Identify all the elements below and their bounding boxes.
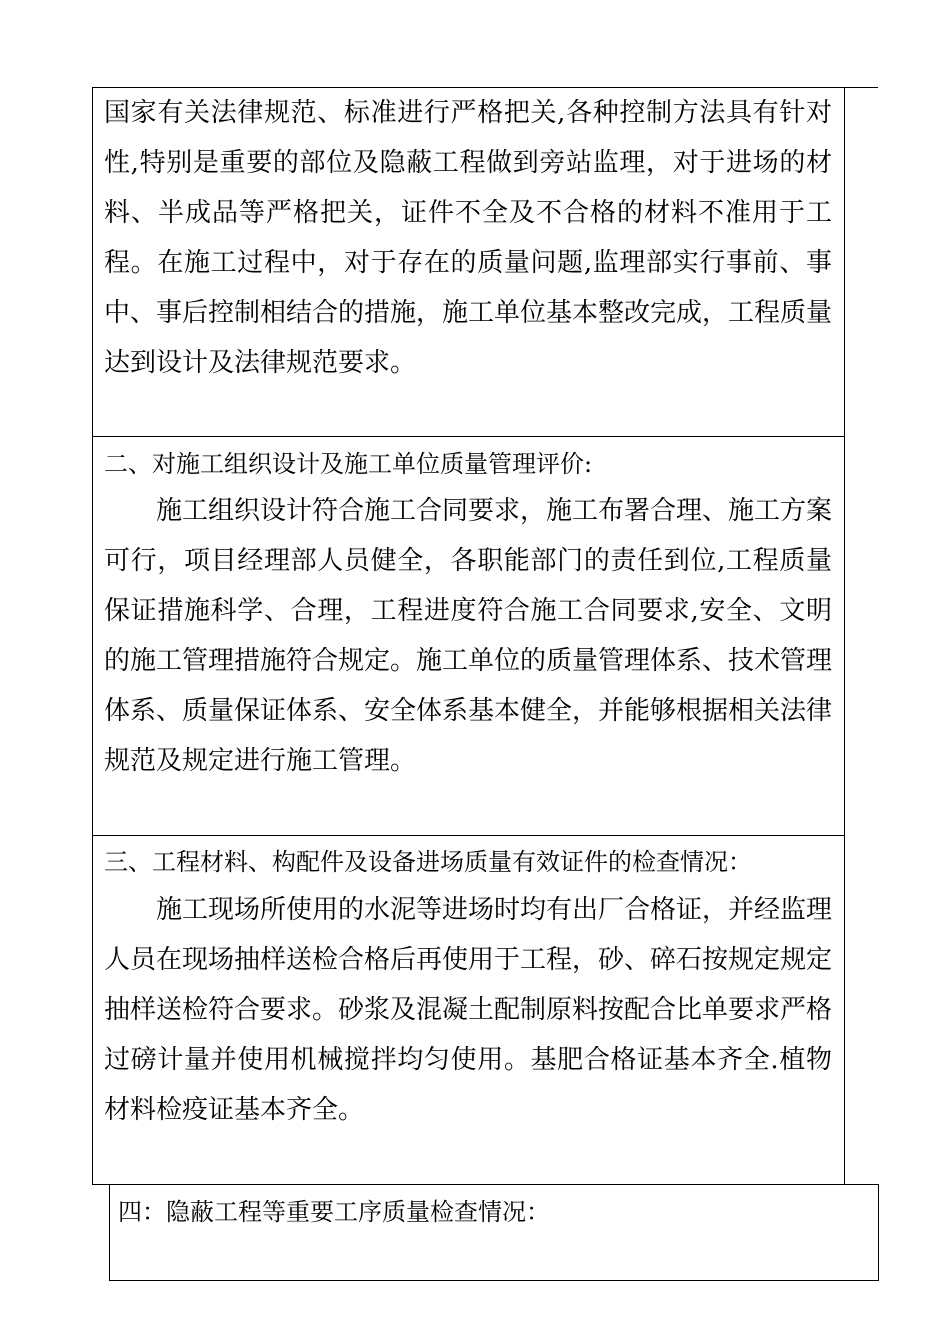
table-left-border [92, 87, 93, 1185]
table-right-border [844, 87, 845, 1185]
section-3-heading: 三、工程材料、构配件及设备进场质量有效证件的检查情况： [104, 848, 752, 876]
row-divider-3 [92, 1184, 878, 1185]
section-1-body: 国家有关法律规范、标准进行严格把关,各种控制方法具有针对性,特别是重要的部位及隐蔽工程做到旁站监理，对于进场的材料、半成品等严格把关，证件不全及不合格的材料不准用于工程。在施工过程中，对于存在的质量问题,监理部实行事前、事中、事后控制相结合的措施，施工单位基本整改完成，工程质量达到设计及法律规范要求。 [104, 98, 833, 378]
last-cell-right-border [878, 1184, 879, 1281]
section-4-heading: 四：隐蔽工程等重要工序质量检查情况： [118, 1198, 550, 1226]
last-cell-left-border [109, 1184, 110, 1281]
section-2-heading: 二、对施工组织设计及施工单位质量管理评价: [104, 450, 593, 478]
last-cell-bottom-border [109, 1280, 879, 1281]
section-2-body: 施工组织设计符合施工合同要求，施工布署合理、施工方案可行，项目经理部人员健全，各职能部门的责任到位,工程质量保证措施科学、合理，工程进度符合施工合同要求,安全、文明的施工管理措施符合规定。施工单位的质量管理体系、技术管理体系、质量保证体系、安全体系基本健全，并能够根据相关法律规范及规定进行施工管理。 [104, 496, 833, 776]
section-3-body: 施工现场所使用的水泥等进场时均有出厂合格证，并经监理人员在现场抽样送检合格后再使用于工程，砂、碎石按规定规定抽样送检符合要求。砂浆及混凝土配制原料按配合比单要求严格过磅计量并使用机械搅拌均匀使用。基肥合格证基本齐全.植物材料检疫证基本齐全。 [104, 895, 833, 1125]
row-divider-2 [92, 835, 844, 836]
row-divider-1 [92, 436, 844, 437]
